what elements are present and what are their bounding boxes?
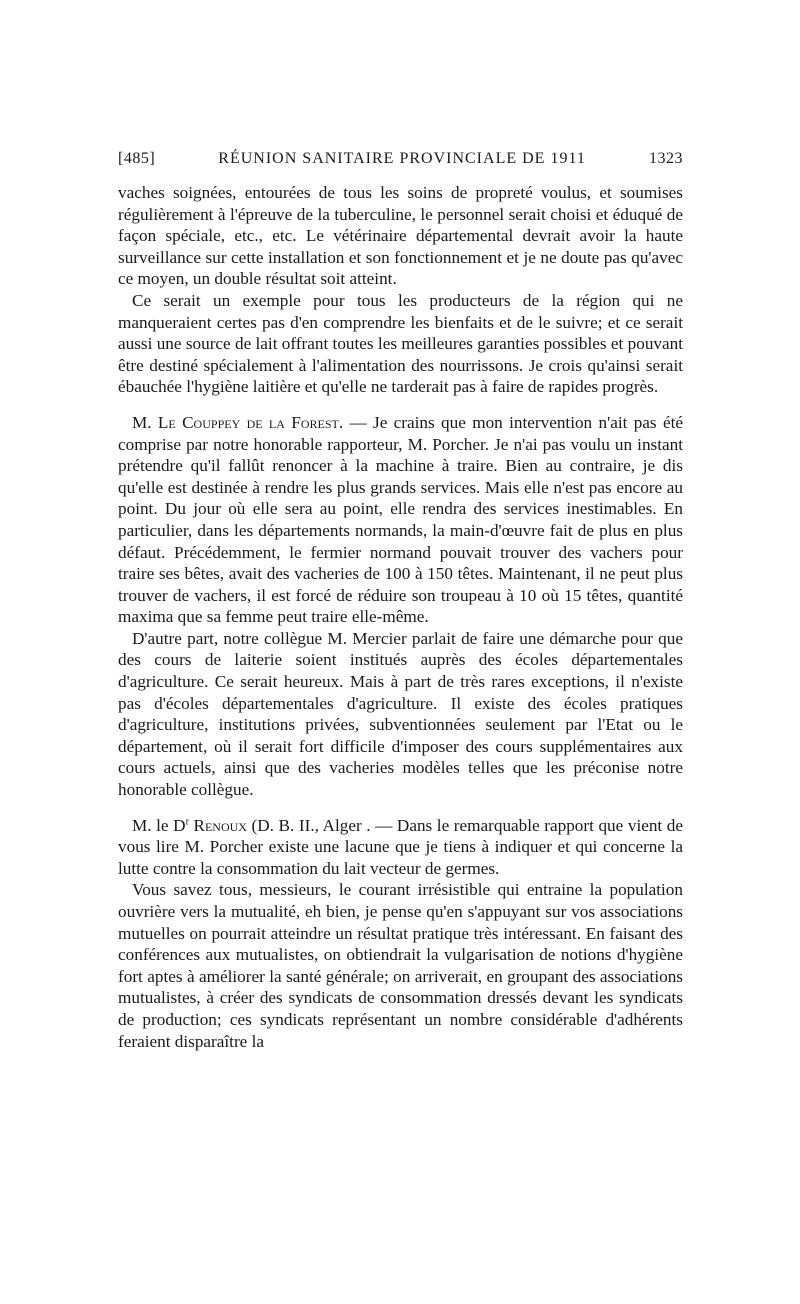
- speaker-prefix: M. le D: [132, 815, 186, 835]
- speech-text: — Je crains que mon intervention n'ait pas été comprise par notre honorable rapporteur, M. Porcher. Je n'ai pas voulu un instant prétendre qu'il fallût renoncer à la machine à traire. Bien au contraire, je dis qu'elle est destinée à rendre les plus grands services. Mais elle n'est pas encore au point. Du jour où elle sera au point, elle rendra des services inestimables. En particulier, dans les départements normands, la main-d'œuvre fait de plus en plus défaut. Précédemment, le fermier normand pouvait trouver des vachers pour traire ses bêtes, avait des vacheries de 100 à 150 têtes. Maintenant, il ne peut plus trouver de vachers, il est forcé de réduire son troupeau à 10 où 15 têtes, quantité maxima que sa femme peut traire elle-même.: [118, 412, 683, 627]
- speaker-affiliation: (D. B. II., Alger .: [246, 815, 371, 835]
- speaker-name: M. Le Couppey de la Forest.: [132, 412, 344, 432]
- paragraph-1: vaches soignées, entourées de tous les soins de propreté voulus, et soumises régulièrement à l'épreuve de la tuberculine, le personnel serait choisi et éduqué de façon spéciale, etc., etc. Le vétérinaire départemental devrait avoir la haute surveillance sur cette installation et son fonctionnement et je ne doute pas qu'avec ce moyen, un double résultat soit atteint.: [118, 183, 683, 289]
- speech-renoux-continuation: Vous savez tous, messieurs, le courant irrésistible qui entraine la population ouvrière vers la mutualité, eh bien, je pense qu'en s'appuyant sur vos associations mutuelles on pourrait atteindre un résultat pratique très intéressant. En faisant des conférences aux mutualistes, on obtiendrait la vulgarisation de notions d'hygiène fort aptes à améliorer la santé générale; on arriverait, en groupant des associations mutualistes, à créer des syndicats de consommation dressés devant les syndicats de production; ces syndicats représentant un nombre considérable d'adhérents feraient disparaître la: [118, 880, 683, 1051]
- running-header: [118, 150, 683, 168]
- speech-couppey-continuation: D'autre part, notre collègue M. Mercier parlait de faire une démarche pour que des cours de laiterie soient institués auprès des écoles départementales d'agriculture. Ce serait heureux. Mais à part de très rares exceptions, il n'existe pas d'écoles départementales d'agriculture. Il existe des écoles pratiques d'agriculture, institutions privées, subventionnées seulement par l'Etat ou le département, où il serait fort difficile d'imposer des cours supplémentaires aux cours actuels, ainsi que des vacheries modèles telles que les préconise notre honorable collègue.: [118, 628, 683, 800]
- speaker-title-sup: r: [185, 815, 189, 827]
- speech-text: — Dans le remarquable rapport que vient de vous lire M. Porcher existe une lacune que je tiens à indiquer et qui concerne la lutte contre la consommation du lait vecteur de germes.: [118, 815, 684, 878]
- page: [118, 150, 683, 1052]
- running-title: RÉUNION SANITAIRE PROVINCIALE DE 1911: [218, 150, 586, 167]
- page-number: 1323: [648, 150, 683, 167]
- speech-renoux: [118, 815, 683, 880]
- section-number: [485]: [118, 150, 156, 167]
- speaker-name: Renoux: [188, 815, 247, 835]
- paragraph-2: Ce serait un exemple pour tous les producteurs de la région qui ne manqueraient certes pas d'en comprendre les bienfaits et de le suivre; et ce serait aussi une source de lait offrant toutes les meilleures garanties possibles et pouvant être destiné spécialement à l'alimentation des nourrissons. Je crois qu'ainsi serait ébauchée l'hygiène laitière et qu'elle ne tarderait pas à faire de rapides progrès.: [118, 290, 683, 397]
- speech-couppey: [118, 412, 683, 628]
